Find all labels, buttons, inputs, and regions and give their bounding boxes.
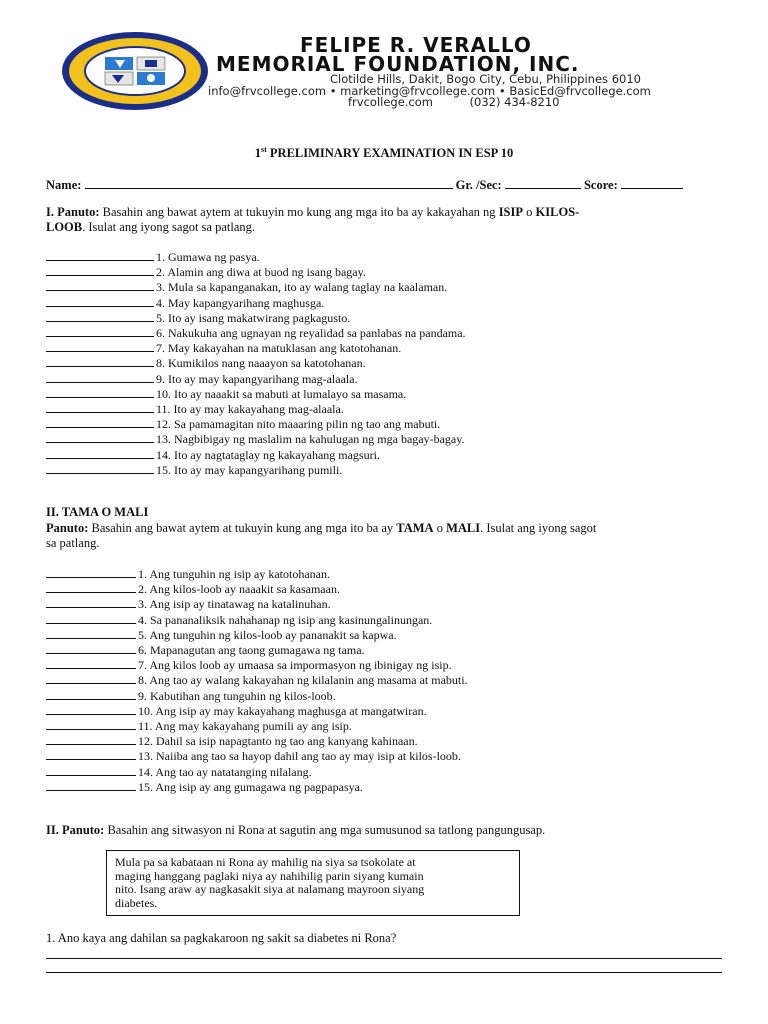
question-item (46, 371, 358, 386)
school-logo (60, 30, 210, 112)
question-text: 10. Ito ay naaakit sa mabuti at lumalayo sa masama. (156, 386, 407, 401)
part2-o: o (433, 521, 447, 535)
question-text: 3. Ang isip ay tinatawag na katalinuhan. (138, 597, 331, 612)
question-text: 4. May kapangyarihang maghusga. (156, 295, 325, 310)
answer-blank[interactable] (46, 401, 154, 413)
org-name-line1: FELIPE R. VERALLO (300, 33, 532, 57)
question-item (46, 310, 350, 325)
question-text: 14. Ang tao ay natatanging nilalang. (138, 764, 312, 779)
question-item (46, 447, 380, 462)
question-item (46, 733, 418, 748)
isip-keyword: ISIP (498, 205, 524, 219)
question-item (46, 627, 397, 642)
title-superscript: st (261, 145, 267, 154)
answer-blank[interactable] (46, 672, 136, 684)
question-item (46, 264, 366, 279)
question-text: 2. Alamin ang diwa at buod ng isang bagay. (156, 265, 366, 280)
question-item (46, 596, 331, 611)
answer-blank[interactable] (46, 612, 136, 624)
tama-keyword: TAMA (396, 521, 434, 535)
answer-blank[interactable] (46, 627, 136, 639)
part3-heading: II. Panuto: (46, 823, 105, 837)
answer-blank[interactable] (46, 310, 154, 322)
question-item (46, 581, 340, 596)
student-info-row (46, 177, 683, 193)
part1-heading: I. Panuto: (46, 205, 100, 219)
situation-line: nito. Isang araw ay nagkasakit siya at nalamang mayroon siyang (115, 882, 425, 896)
answer-blank[interactable] (46, 718, 136, 730)
question-item (46, 462, 342, 477)
question-item (46, 748, 461, 763)
part2-instr-c: sa patlang. (46, 536, 100, 550)
name-field[interactable] (85, 177, 453, 189)
question-item (46, 431, 464, 446)
part2-heading: Panuto: (46, 521, 89, 535)
question-text: 3. Mula sa kapanganakan, ito ay walang taglay na kaalaman. (156, 280, 448, 295)
question-text: 13. Naiiba ang tao sa hayop dahil ang tao ay may isip at kilos-loob. (138, 749, 461, 764)
answer-blank[interactable] (46, 279, 154, 291)
part2-instr-b: . Isulat ang iyong sagot (480, 521, 597, 535)
question-text: 12. Dahil sa isip napagtanto ng tao ang kanyang kahinaan. (138, 734, 418, 749)
answer-blank[interactable] (46, 596, 136, 608)
question-text: 15. Ito ay may kapangyarihang pumili. (156, 462, 343, 477)
situation-line: Mula pa sa kabataan ni Rona ay mahilig na siya sa tsokolate at (115, 855, 416, 869)
answer-blank[interactable] (46, 340, 154, 352)
answer-blank[interactable] (46, 688, 136, 700)
question-item (46, 325, 466, 340)
answer-blank[interactable] (46, 581, 136, 593)
answer-blank[interactable] (46, 431, 154, 443)
org-web-phone: frvcollege.com (032) 434-8210 (348, 95, 560, 109)
part2-title: II. TAMA O MALI (46, 505, 149, 519)
grsec-label: Gr. /Sec: (455, 178, 502, 192)
situation-line: diabetes. (115, 895, 158, 910)
question-item (46, 688, 336, 703)
answer-line-1[interactable] (46, 958, 722, 959)
answer-blank[interactable] (46, 703, 136, 715)
answer-blank[interactable] (46, 447, 154, 459)
question-text: 9. Ito ay may kapangyarihang mag-alaala. (156, 371, 358, 386)
grsec-field[interactable] (505, 177, 581, 189)
question-text: 1. Gumawa ng pasya. (156, 250, 260, 264)
answer-blank[interactable] (46, 264, 154, 276)
answer-blank[interactable] (46, 733, 136, 745)
name-label: Name: (46, 178, 82, 192)
question-item (46, 295, 324, 310)
question-item (46, 340, 401, 355)
answer-blank[interactable] (46, 416, 154, 428)
mali-keyword: MALI (446, 521, 481, 535)
answer-blank[interactable] (46, 764, 136, 776)
question-item (46, 703, 427, 718)
loob-keyword: LOOB (46, 220, 83, 234)
question-text: 14. Ito ay nagtataglay ng kakayahang magsuri. (156, 447, 380, 462)
part1-o: o (523, 205, 536, 219)
question-text: 12. Sa pamamagitan nito maaaring pilin ng tao ang mabuti. (156, 417, 441, 432)
situation-box (106, 850, 520, 916)
question-item (46, 672, 468, 687)
part2-instructions (46, 521, 726, 551)
question-text: 9. Kabutihan ang tunguhin ng kilos-loob. (138, 688, 336, 703)
part3-instr: Basahin ang sitwasyon ni Rona at sagutin ang mga sumusunod sa tatlong pangungusap. (104, 823, 546, 837)
exam-title (0, 145, 768, 161)
question-item (46, 718, 352, 733)
question-text: 11. Ang may kakayahang pumili ay ang isip. (138, 719, 352, 733)
answer-blank[interactable] (46, 657, 136, 669)
question-item (46, 279, 447, 294)
answer-blank[interactable] (46, 642, 136, 654)
question-text: 6. Mapanagutan ang taong gumagawa ng tama. (138, 643, 365, 657)
answer-blank[interactable] (46, 462, 154, 474)
score-field[interactable] (621, 177, 683, 189)
part1-instr-a: Basahin ang bawat aytem at tukuyin mo kung ang mga ito ba ay kakayahan ng (99, 205, 499, 219)
title-ordinal: 1 (254, 146, 261, 161)
question-item (46, 642, 365, 657)
question-text: 1. Ang tunguhin ng isip ay katotohanan. (138, 567, 330, 581)
org-name-line2: MEMORIAL FOUNDATION, INC. (216, 52, 580, 76)
score-label: Score: (583, 178, 618, 192)
answer-blank[interactable] (46, 779, 136, 791)
question-item (46, 386, 406, 401)
question-item (46, 416, 440, 431)
answer-blank[interactable] (46, 748, 136, 760)
question-item (46, 779, 363, 794)
answer-blank[interactable] (46, 371, 154, 383)
answer-blank[interactable] (46, 249, 154, 261)
org-address: Clotilde Hills, Dakit, Bogo City, Cebu, Philippines 6010 (330, 72, 641, 86)
question-text: 13. Nagbibigay ng maslalim na kahulugan ng mga bagay-bagay. (156, 432, 465, 447)
org-emails: info@frvcollege.com • marketing@frvcollege.com • BasicEd@frvcollege.com (208, 84, 651, 98)
question-item (46, 401, 344, 416)
question-item (46, 249, 260, 264)
question-text: 15. Ang isip ay ang gumagawa ng pagpapasya. (138, 779, 363, 794)
situation-line: maging hanggang paglaki niya ay nahihilig parin siyang kumain (115, 868, 424, 883)
title-text: PRELIMINARY EXAMINATION IN ESP 10 (266, 146, 514, 161)
question-text: 2. Ang kilos-loob ay naaakit sa kasamaan. (138, 582, 340, 597)
question-item (46, 612, 432, 627)
answer-line-2[interactable] (46, 972, 722, 973)
question-text: 7. Ang kilos loob ay umaasa sa impormasyon ng ibinigay ng isip. (138, 658, 452, 673)
question-text: 6. Nakukuha ang ugnayan ng reyalidad sa panlabas na pandama. (156, 326, 466, 340)
question-item (46, 566, 330, 581)
question-item (46, 657, 452, 672)
part1-instructions (46, 205, 726, 235)
answer-blank[interactable] (46, 325, 154, 337)
answer-blank[interactable] (46, 295, 154, 307)
part1-instr-b: . Isulat ang iyong sagot sa patlang. (82, 220, 256, 234)
question-item (46, 355, 366, 370)
question-text: 5. Ang tunguhin ng kilos-loob ay pananakit sa kapwa. (138, 627, 397, 642)
answer-blank[interactable] (46, 386, 154, 398)
question-text: 4. Sa pananaliksik nahahanap ng isip ang kasinungalinungan. (138, 612, 433, 627)
question-text: 7. May kakayahan na matuklasan ang katotohanan. (156, 341, 402, 356)
answer-blank[interactable] (46, 355, 154, 367)
answer-blank[interactable] (46, 566, 136, 578)
part3-instructions (46, 823, 545, 838)
question-text: 11. Ito ay may kakayahang mag-alaala. (156, 402, 344, 416)
question-item (46, 764, 312, 779)
question-text: 8. Kumikilos nang naaayon sa katotohanan. (156, 356, 366, 371)
question-text: 5. Ito ay isang makatwirang pagkagusto. (156, 310, 351, 325)
question-text: 10. Ang isip ay may kakayahang maghusga at mangatwiran. (138, 703, 427, 718)
question-1: 1. Ano kaya ang dahilan sa pagkakaroon ng sakit sa diabetes ni Rona? (46, 931, 397, 945)
kilos-keyword: KILOS- (535, 205, 580, 219)
question-text: 8. Ang tao ay walang kakayahan ng kilalanin ang masama at mabuti. (138, 673, 468, 688)
part2-instr-a: Basahin ang bawat aytem at tukuyin kung ang mga ito ba ay (88, 521, 397, 535)
